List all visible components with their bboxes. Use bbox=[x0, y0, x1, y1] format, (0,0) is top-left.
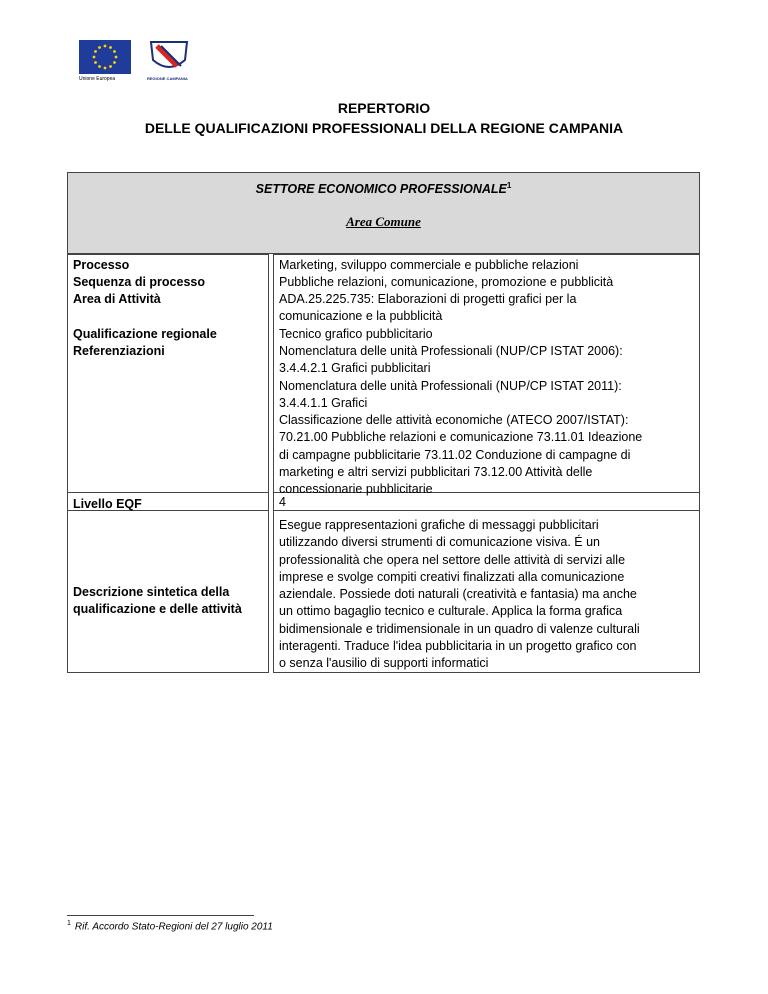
footnote-separator bbox=[67, 915, 254, 916]
value-area-attivita: ADA.25.225.735: Elaborazioni di progetti grafici per la comunicazione e la pubblicità bbox=[279, 292, 577, 324]
label-referenziazioni: Referenziazioni bbox=[73, 344, 165, 358]
value-processo: Marketing, sviluppo commerciale e pubbliche relazioni bbox=[279, 258, 579, 272]
value-descrizione: Esegue rappresentazioni grafiche di messaggi pubblicitari utilizzando diversi strumenti di comunicazione visiva. É un professionalità che opera nel settore delle attività di servizi alle imprese e svolge compiti creativi finalizzati alla comunicazione aziendale. Possiede doti naturali (creatività e fantasia) ma anche un ottimo bagaglio tecnico e culturale. Applica la forma grafica bidimensionale e tridimensionale in un quadro di valenze culturali interagenti. Traduce l'idea pubblicitaria in un progetto grafico con o senza l'ausilio di supporti informatici bbox=[279, 518, 640, 671]
footnote-mark: 1 bbox=[67, 920, 71, 927]
label-qualificazione: Qualificazione regionale bbox=[73, 327, 217, 341]
footnote-text: Rif. Accordo Stato-Regioni del 27 luglio 2011 bbox=[74, 921, 273, 933]
eu-flag-icon bbox=[79, 40, 131, 74]
label-descrizione: Descrizione sintetica della qualificazione e delle attività bbox=[73, 585, 242, 616]
value-eqf: 4 bbox=[279, 495, 286, 509]
sector-header bbox=[67, 172, 700, 254]
row-divider bbox=[67, 492, 269, 493]
value-referenziazioni: Nomenclatura delle unità Professionali (NUP/CP ISTAT 2006): 3.4.4.2.1 Grafici pubblicitari Nomenclatura delle unità Professionali (NUP/CP ISTAT 2011): 3.4.4.1.1 Grafici Classificazione delle attività economiche (ATECO 2007/ISTAT): 70.21.00 Pubbliche relazioni e comunicazione 73.11.01 Ideazione di campagne pubblicitarie 73.11.02 Conduzione di campagne di marketing e altri servizi pubblicitari 73.12.00 Attività delle concessionarie pubblicitarie bbox=[279, 344, 643, 497]
document-subtitle: DELLE QUALIFICAZIONI PROFESSIONALI DELLA REGIONE CAMPANIA bbox=[144, 120, 624, 136]
document-title: REPERTORIO bbox=[337, 100, 431, 116]
value-qualificazione: Tecnico grafico pubblicitario bbox=[279, 327, 433, 341]
footnote bbox=[67, 920, 273, 932]
sector-title: SETTORE ECONOMICO PROFESSIONALE$^1$ bbox=[255, 181, 512, 197]
label-sequenza: Sequenza di processo bbox=[73, 275, 205, 289]
logos bbox=[79, 40, 199, 84]
value-sequenza: Pubbliche relazioni, comunicazione, promozione e pubblicità bbox=[279, 275, 614, 289]
label-eqf: Livello EQF bbox=[73, 497, 142, 511]
eu-caption: Unione Europea bbox=[79, 76, 116, 82]
region-caption: REGIONE CAMPANIA bbox=[147, 76, 188, 81]
regione-campania-logo-icon bbox=[147, 40, 191, 74]
label-processo: Processo bbox=[73, 258, 130, 272]
footnote-reference: 1 bbox=[506, 181, 512, 190]
area-label: Area Comune bbox=[346, 214, 421, 229]
label-area-attivita: Area di Attività bbox=[73, 292, 161, 306]
